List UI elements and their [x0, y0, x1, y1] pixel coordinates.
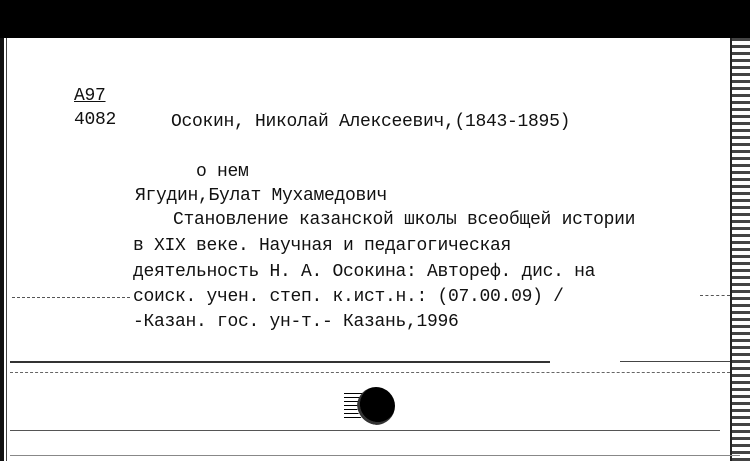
- description-line-1: Становление казанской школы всеобщей истории: [173, 210, 636, 230]
- subject-heading: Осокин, Николай Алексеевич,(1843-1895): [171, 112, 571, 132]
- punch-hole: [357, 387, 395, 425]
- scan-dashed-line: [700, 295, 730, 296]
- description-line-2: в XIX веке. Научная и педагогическая: [133, 236, 512, 256]
- description-line-3: деятельность Н. А. Осокина: Автореф. дис. на: [133, 262, 596, 282]
- card-rule: [10, 455, 740, 456]
- description-line-5: -Казан. гос. ун-т.- Казань,1996: [133, 312, 459, 332]
- scan-top-border: [0, 0, 750, 38]
- about-note: о нем: [196, 162, 249, 182]
- scan-right-rule: [730, 38, 732, 461]
- call-number: А97: [74, 86, 106, 106]
- scan-right-edge: [732, 38, 750, 461]
- inventory-number: 4082: [74, 110, 117, 130]
- card-rule-dashed: [10, 372, 730, 373]
- card-rule: [620, 361, 730, 362]
- card-rule: [10, 361, 550, 363]
- scan-left-edge: [0, 38, 10, 461]
- description-line-4: соиск. учен. степ. к.ист.н.: (07.00.09) /: [133, 287, 564, 307]
- author-name: Ягудин,Булат Мухамедович: [135, 186, 388, 206]
- card-rule: [10, 430, 720, 431]
- scan-dashed-line: [12, 297, 130, 298]
